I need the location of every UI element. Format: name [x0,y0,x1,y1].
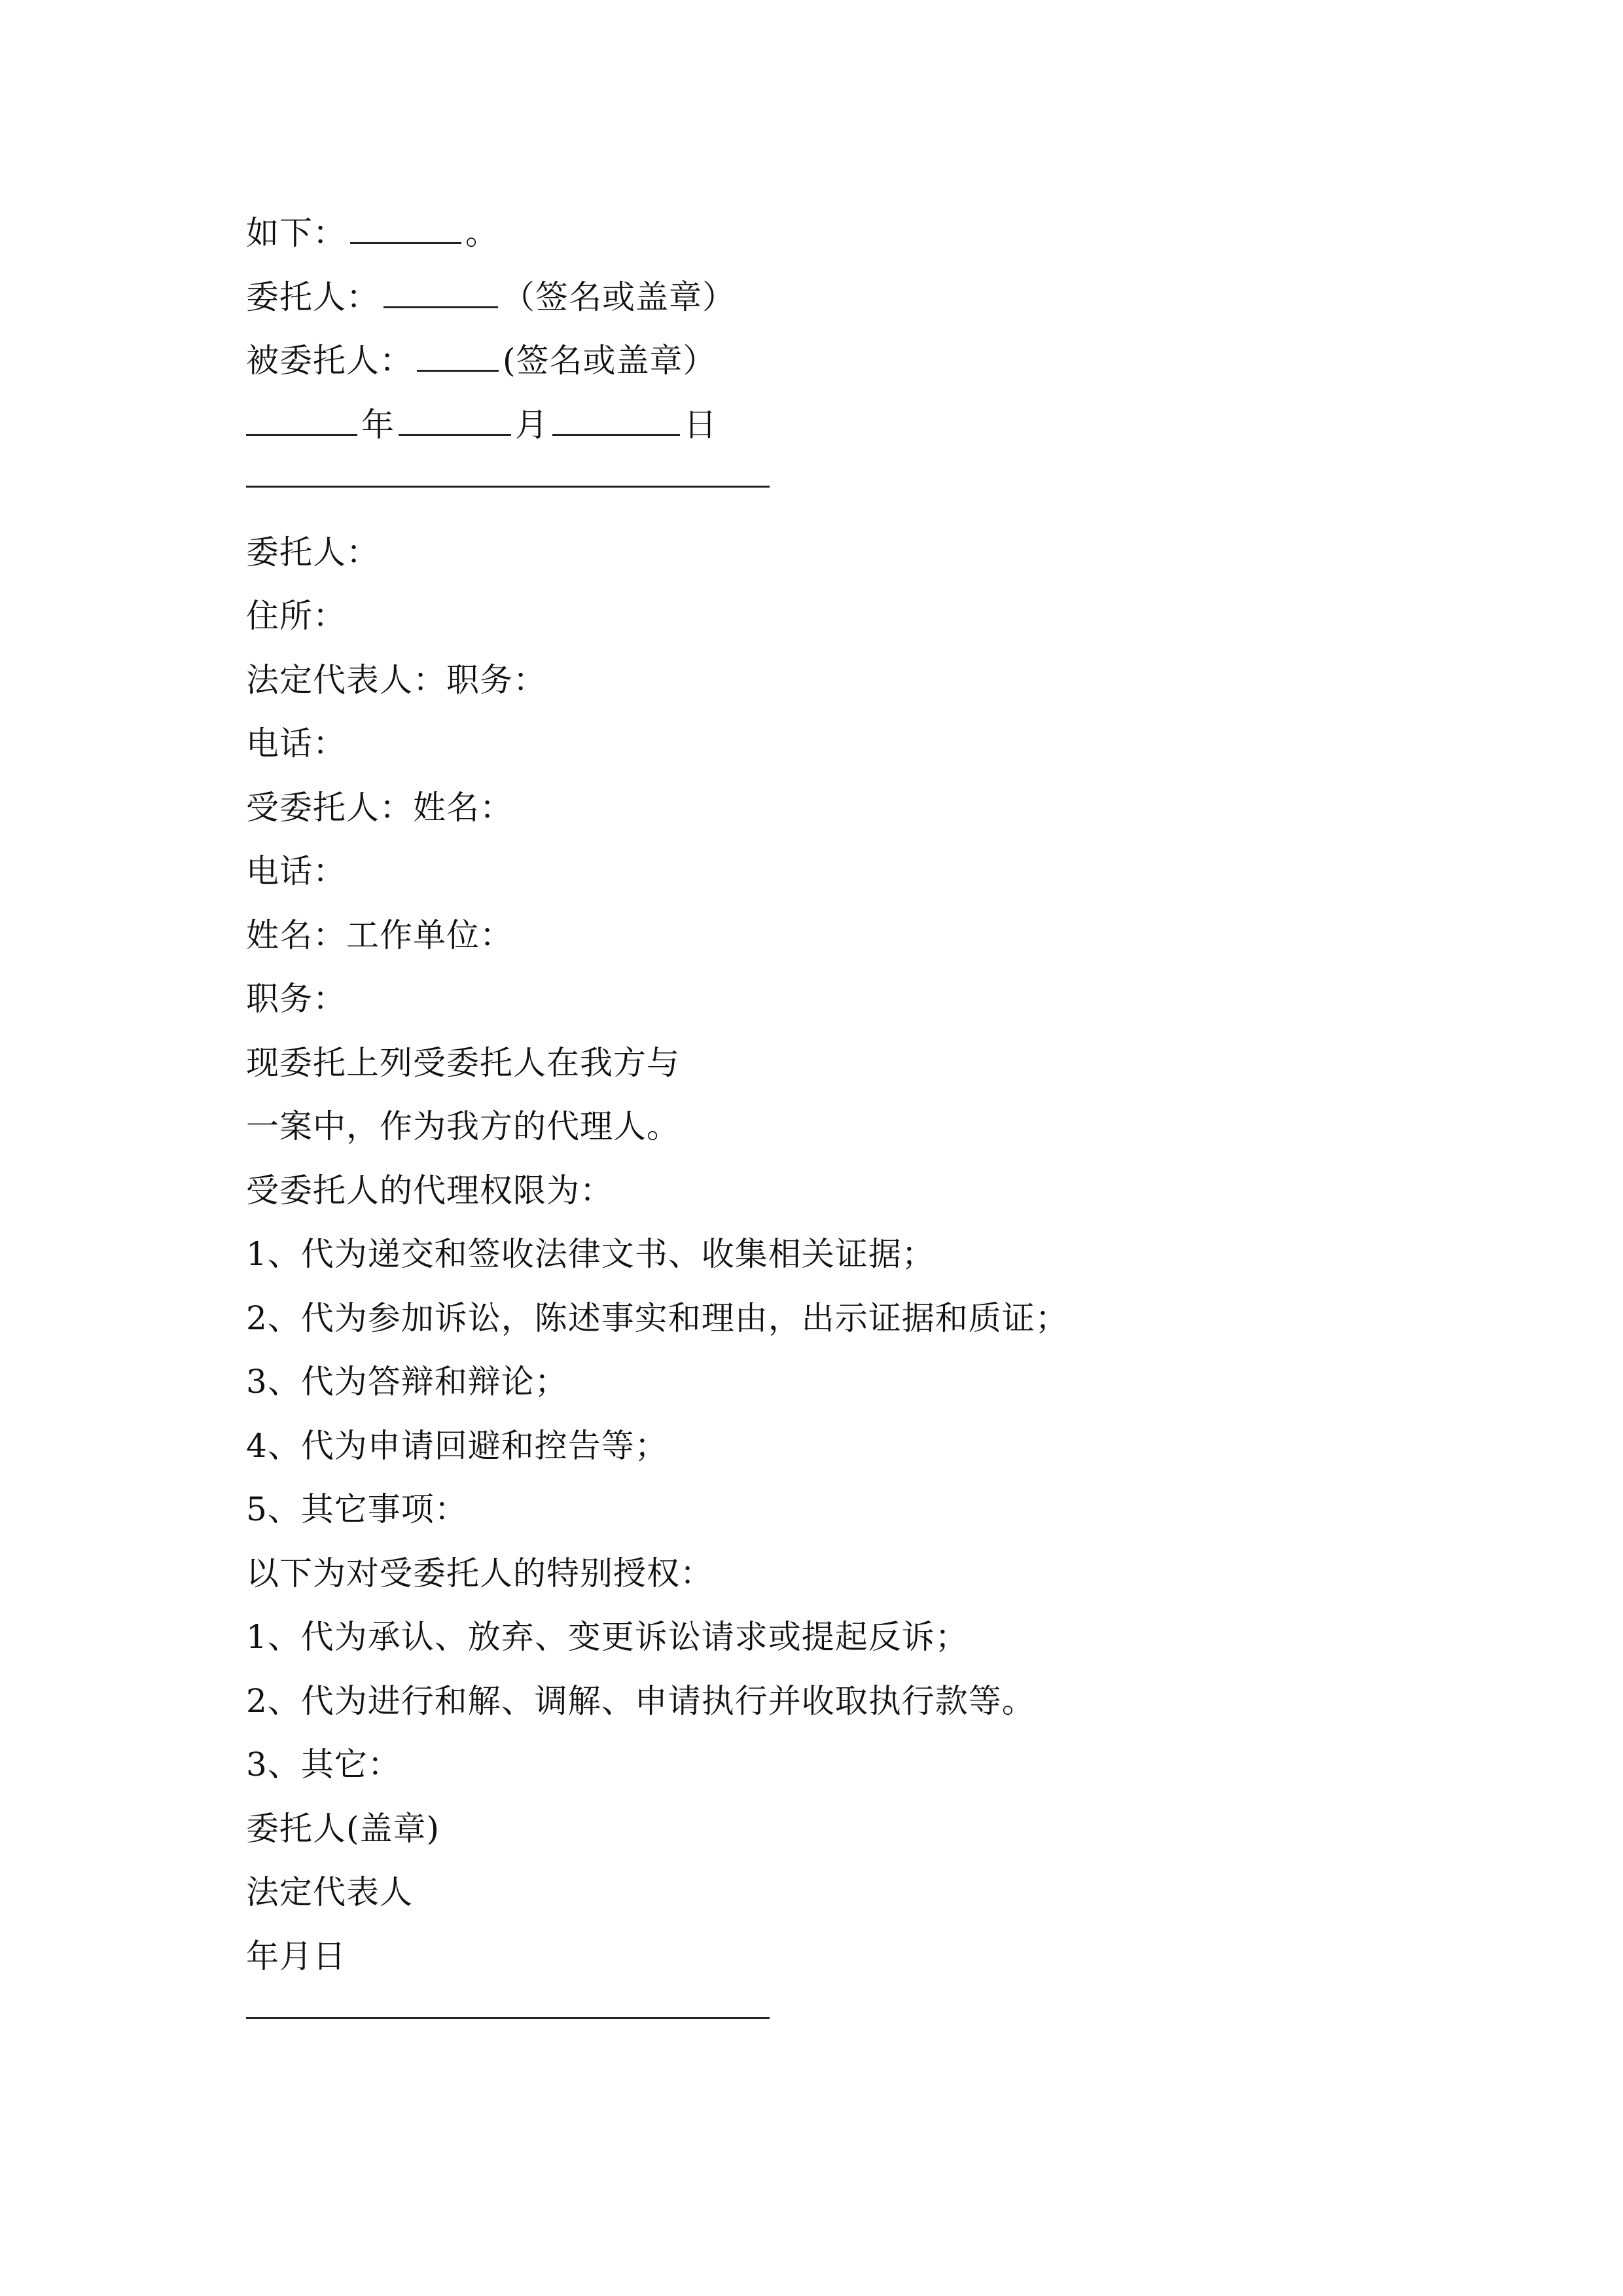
blank-month [399,405,511,436]
blank-field [383,278,498,308]
text-line: 电话： [246,725,346,762]
text-line: 法定代表人 [246,1873,413,1911]
punctuation: 。 [465,214,499,252]
label-day: 日 [684,405,717,444]
separator-1 [246,457,1398,521]
text-line: 电话： [246,852,346,890]
label-principal: 委托人： [246,278,380,316]
label-agent: 被委托人： [246,342,413,380]
text-line: 2、代为参加诉讼，陈述事实和理由，出示证据和质证； [246,1299,1069,1337]
sign-or-seal-note: （签名或盖章） [502,278,736,316]
text-line: 住所： [246,597,346,635]
document-body [246,202,1398,2053]
text-line: 姓名：工作单位： [246,916,513,954]
separator-2 [246,1988,1398,2053]
text-line: 年月日 [246,1937,346,1975]
text-line: 4、代为申请回避和控告等； [246,1426,668,1465]
text-line: 委托人(盖章) [246,1809,440,1848]
separator-rule [246,2017,770,2019]
blank-year [246,405,357,436]
text-line: 委托人： [246,533,380,571]
text-line: 2、代为进行和解、调解、申请执行并收取执行款等。 [246,1681,1035,1720]
text-line: 3、代为答辩和辩论； [246,1363,568,1401]
label-as-follows: 如下： [246,214,346,252]
text-line-as-follows [246,202,1398,266]
text-line: 以下为对受委托人的特别授权： [246,1554,713,1592]
text-line-date [246,393,1398,457]
separator-rule [246,486,770,488]
text-line: 1、代为承认、放弃、变更诉讼请求或提起反诉； [246,1618,969,1656]
blank-day [552,405,680,436]
text-line: 5、其它事项： [246,1490,468,1528]
blank-field [417,341,499,372]
text-line: 一案中，作为我方的代理人。 [246,1107,680,1145]
label-year: 年 [361,405,395,444]
label-month: 月 [515,405,548,444]
text-line: 受委托人的代理权限为： [246,1171,613,1210]
text-line: 现委托上列受委托人在我方与 [246,1043,680,1082]
text-line: 法定代表人：职务： [246,660,546,699]
text-line: 职务： [246,980,346,1018]
sign-or-seal-note: (签名或盖章） [503,342,717,380]
text-line-agent-sign [246,329,1398,393]
text-line: 受委托人：姓名： [246,788,513,827]
text-line: 1、代为递交和签收法律文书、收集相关证据； [246,1235,935,1273]
proxy-form-section [246,521,1398,1989]
text-line-principal-sign [246,266,1398,330]
blank-field [350,213,461,244]
text-line: 3、其它： [246,1746,401,1784]
